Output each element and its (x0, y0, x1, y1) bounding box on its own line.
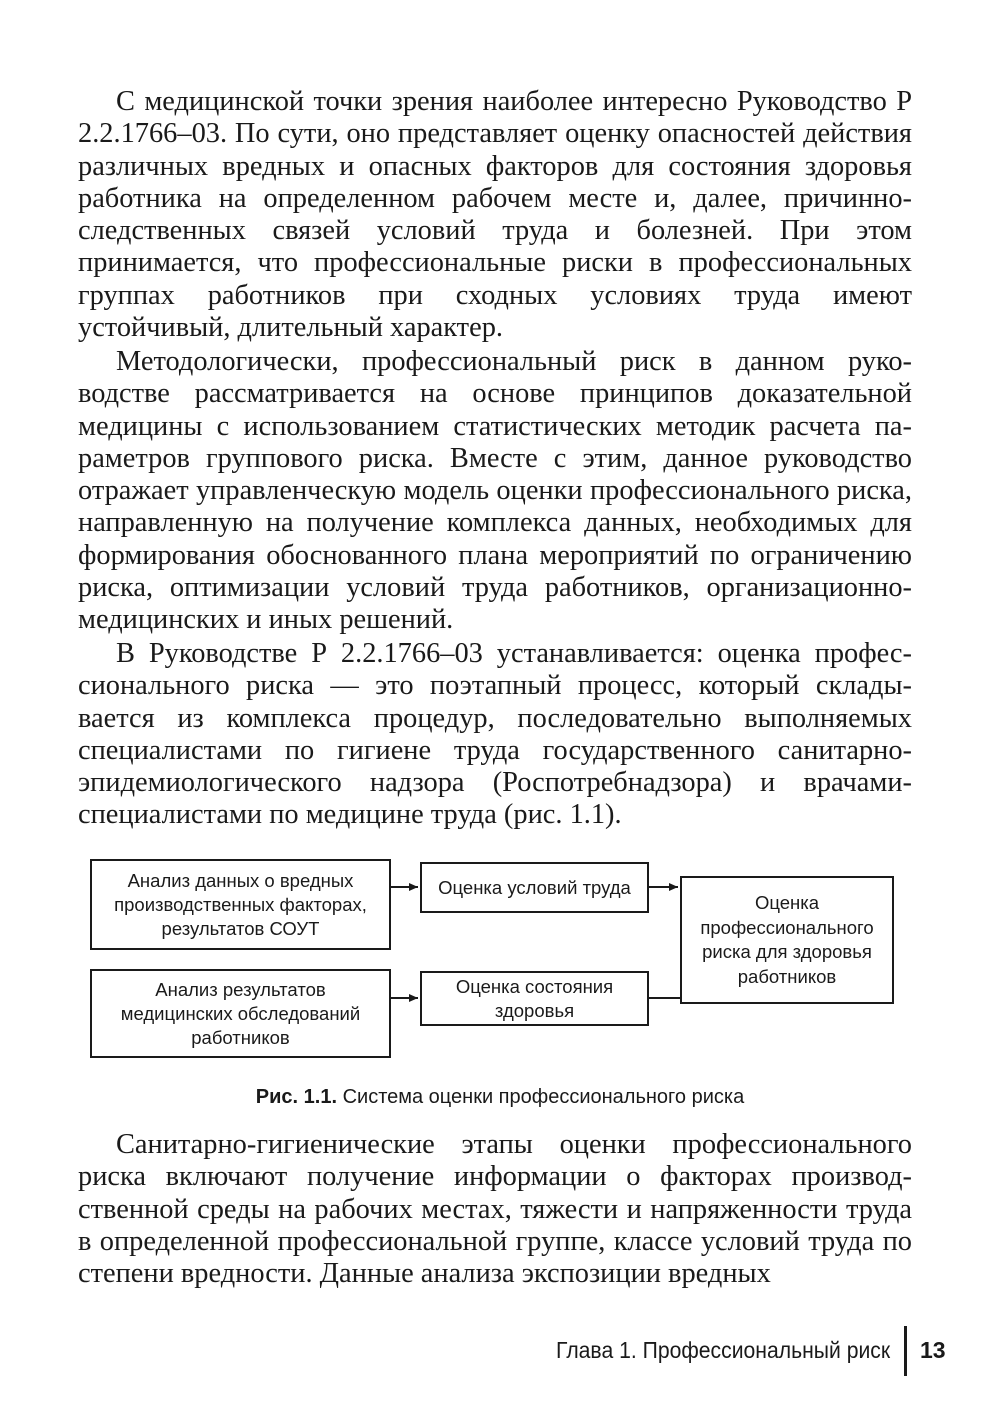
health-assessment-box: Оценка состояния здоровья (420, 971, 649, 1026)
footer-divider (904, 1326, 907, 1376)
paragraph-4: Санитарно-гигиенические этапы оценки профессионального риска включают получение информации о факторах производственной среды на рабочих местах, тяжести и напряженности труда в определенной профессиональной группе, классе условий труда по степени вредности. Данные анализа экспозиции вредных (78, 1129, 912, 1290)
figure-caption (0, 1084, 1000, 1110)
hazard-analysis-box: Анализ данных о вредных производственных факторах, результатов СОУТ (90, 859, 391, 950)
running-footer-chapter: Глава 1. Профессиональный риск (555, 1337, 890, 1363)
figure-caption-label: Рис. 1.1. (255, 1086, 338, 1108)
figure-caption-text: Система оценки профессионального риска (337, 1086, 745, 1108)
medical-analysis-box: Анализ результатов медицинских обследований работников (90, 969, 391, 1058)
paragraph-1: С медицинской точки зрения наиболее интересно Руководство Р 2.2.1766–03. По сути, оно представляет оценку опасностей действия различных вредных и опасных факторов для состояния здоровья работника на определенном рабочем месте и, далее, причинно-следственных связей условий труда и болезней. При этом принимается, что профессиональные риски в профессиональных группах работников при сходных условиях труда имеют устойчивый, длительный характер. (78, 86, 912, 344)
conditions-assessment-box: Оценка условий труда (420, 862, 649, 913)
risk-assessment-box: Оценка профессионального риска для здоровья работников (680, 876, 894, 1004)
paragraph-2: Методологически, профессиональный риск в данном руководстве рассматривается на основе принципов доказательной медицины с использованием статистических методик расчета параметров группового риска. Вместе с этим, данное руководство отражает управленческую модель оценки профессионального риска, направленную на получение комплекса данных, необходимых для формирования обоснованного плана мероприятий по ограничению риска, оптимизации условий труда работников, организационно-медицинских и иных решений. (78, 346, 912, 636)
page-number: 13 (920, 1337, 946, 1363)
paragraph-3: В Руководстве Р 2.2.1766–03 устанавливается: оценка профессионального риска — это поэтапный процесс, который складывается из комплекса процедур, последовательно выполняемых специалистами по гигиене труда государственного санитарно-эпидемиологического надзора (Роспотребнадзора) и врачами-специалистами по медицине труда (рис. 1.1). (78, 638, 912, 831)
